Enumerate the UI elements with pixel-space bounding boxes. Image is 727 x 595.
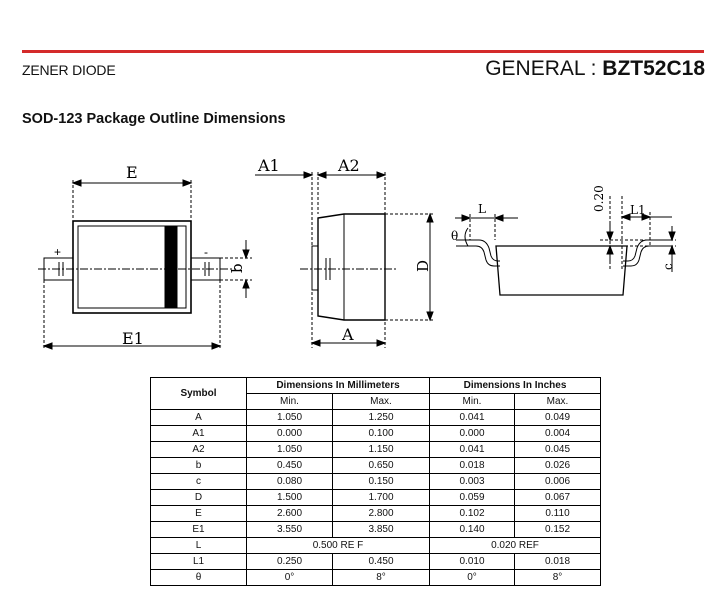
cell-in-min: 0.041	[430, 442, 515, 458]
cell-symbol: D	[151, 490, 247, 506]
cell-mm-max: 0.150	[333, 474, 430, 490]
mm-min-header: Min.	[247, 394, 333, 410]
cell-in-min: 0.000	[430, 426, 515, 442]
header-rule	[22, 50, 704, 53]
cell-symbol: A	[151, 410, 247, 426]
cell-mm-max: 1.150	[333, 442, 430, 458]
cell-mm-max: 2.800	[333, 506, 430, 522]
cell-mm-max: 0.100	[333, 426, 430, 442]
table-row	[151, 442, 601, 458]
in-header: Dimensions In Inches	[430, 378, 601, 394]
cell-mm-min: 0.000	[247, 426, 333, 442]
cell-mm-max: 1.250	[333, 410, 430, 426]
table-row	[151, 554, 601, 570]
label-minus: -	[204, 245, 208, 259]
cell-in-min: 0.041	[430, 410, 515, 426]
cell-symbol: L	[151, 538, 247, 554]
cell-in-max: 0.026	[515, 458, 601, 474]
mm-header: Dimensions In Millimeters	[247, 378, 430, 394]
dimensions-table	[150, 377, 601, 586]
label-A: A	[342, 325, 354, 344]
mm-max-header: Max.	[333, 394, 430, 410]
label-D: D	[414, 259, 432, 272]
cell-mm-max: 0.450	[333, 554, 430, 570]
cell-mm-min: 1.050	[247, 442, 333, 458]
label-b: b	[228, 263, 246, 273]
cell-in-min: 0.140	[430, 522, 515, 538]
table-header-row	[151, 378, 601, 394]
cell-in-max: 0.067	[515, 490, 601, 506]
cell-mm-min: 0.450	[247, 458, 333, 474]
table-row	[151, 474, 601, 490]
cell-mm-max: 1.700	[333, 490, 430, 506]
section-title: SOD-123 Package Outline Dimensions	[22, 111, 286, 127]
cell-mm-max: 0.650	[333, 458, 430, 474]
cell-symbol: θ	[151, 570, 247, 586]
cell-mm-min: 2.600	[247, 506, 333, 522]
table-row	[151, 426, 601, 442]
cell-in-max: 0.049	[515, 410, 601, 426]
part-number: BZT52C18	[602, 57, 705, 80]
cell-symbol: A1	[151, 426, 247, 442]
cell-in-ref: 0.020 REF	[430, 538, 601, 554]
cell-mm-max: 3.850	[333, 522, 430, 538]
label-gauge: 0.20	[592, 185, 606, 212]
label-c: c	[661, 263, 675, 270]
cell-symbol: A2	[151, 442, 247, 458]
cell-symbol: L1	[151, 554, 247, 570]
cell-symbol: E	[151, 506, 247, 522]
cell-mm-min: 3.550	[247, 522, 333, 538]
part-title	[485, 57, 705, 81]
label-A2: A2	[338, 156, 360, 175]
top-view	[38, 180, 252, 350]
cell-symbol: b	[151, 458, 247, 474]
label-A1: A1	[258, 156, 280, 175]
cell-in-min: 0.018	[430, 458, 515, 474]
cell-in-min: 0.102	[430, 506, 515, 522]
cell-in-min: 0.003	[430, 474, 515, 490]
cell-in-max: 0.110	[515, 506, 601, 522]
table-row	[151, 458, 601, 474]
table-row	[151, 490, 601, 506]
cell-symbol: c	[151, 474, 247, 490]
table-row	[151, 522, 601, 538]
cell-mm-min: 1.050	[247, 410, 333, 426]
in-max-header: Max.	[515, 394, 601, 410]
side-view	[255, 172, 434, 348]
cell-in-min: 0.059	[430, 490, 515, 506]
cell-in-max: 0.006	[515, 474, 601, 490]
label-L1: L1	[630, 203, 646, 217]
cell-mm-ref: 0.500 RE F	[247, 538, 430, 554]
label-plus: +	[54, 245, 62, 259]
cell-in-max: 8°	[515, 570, 601, 586]
cell-mm-min: 0°	[247, 570, 333, 586]
in-min-header: Min.	[430, 394, 515, 410]
cell-mm-min: 0.250	[247, 554, 333, 570]
label-L: L	[478, 202, 486, 216]
category-label: ZENER DIODE	[22, 62, 116, 78]
package-outline-drawing	[0, 140, 727, 365]
cell-mm-min: 1.500	[247, 490, 333, 506]
cell-in-max: 0.152	[515, 522, 601, 538]
cell-in-max: 0.004	[515, 426, 601, 442]
general-label: GENERAL :	[485, 57, 603, 80]
table-row	[151, 570, 601, 586]
label-E: E	[126, 163, 138, 182]
cell-in-max: 0.045	[515, 442, 601, 458]
cell-in-min: 0°	[430, 570, 515, 586]
table-row	[151, 506, 601, 522]
cell-symbol: E1	[151, 522, 247, 538]
label-E1: E1	[122, 329, 144, 348]
symbol-header: Symbol	[151, 378, 247, 410]
cell-in-min: 0.010	[430, 554, 515, 570]
table-row	[151, 538, 601, 554]
cell-mm-min: 0.080	[247, 474, 333, 490]
label-theta: θ	[451, 229, 459, 243]
table-row	[151, 410, 601, 426]
cell-mm-max: 8°	[333, 570, 430, 586]
cell-in-max: 0.018	[515, 554, 601, 570]
